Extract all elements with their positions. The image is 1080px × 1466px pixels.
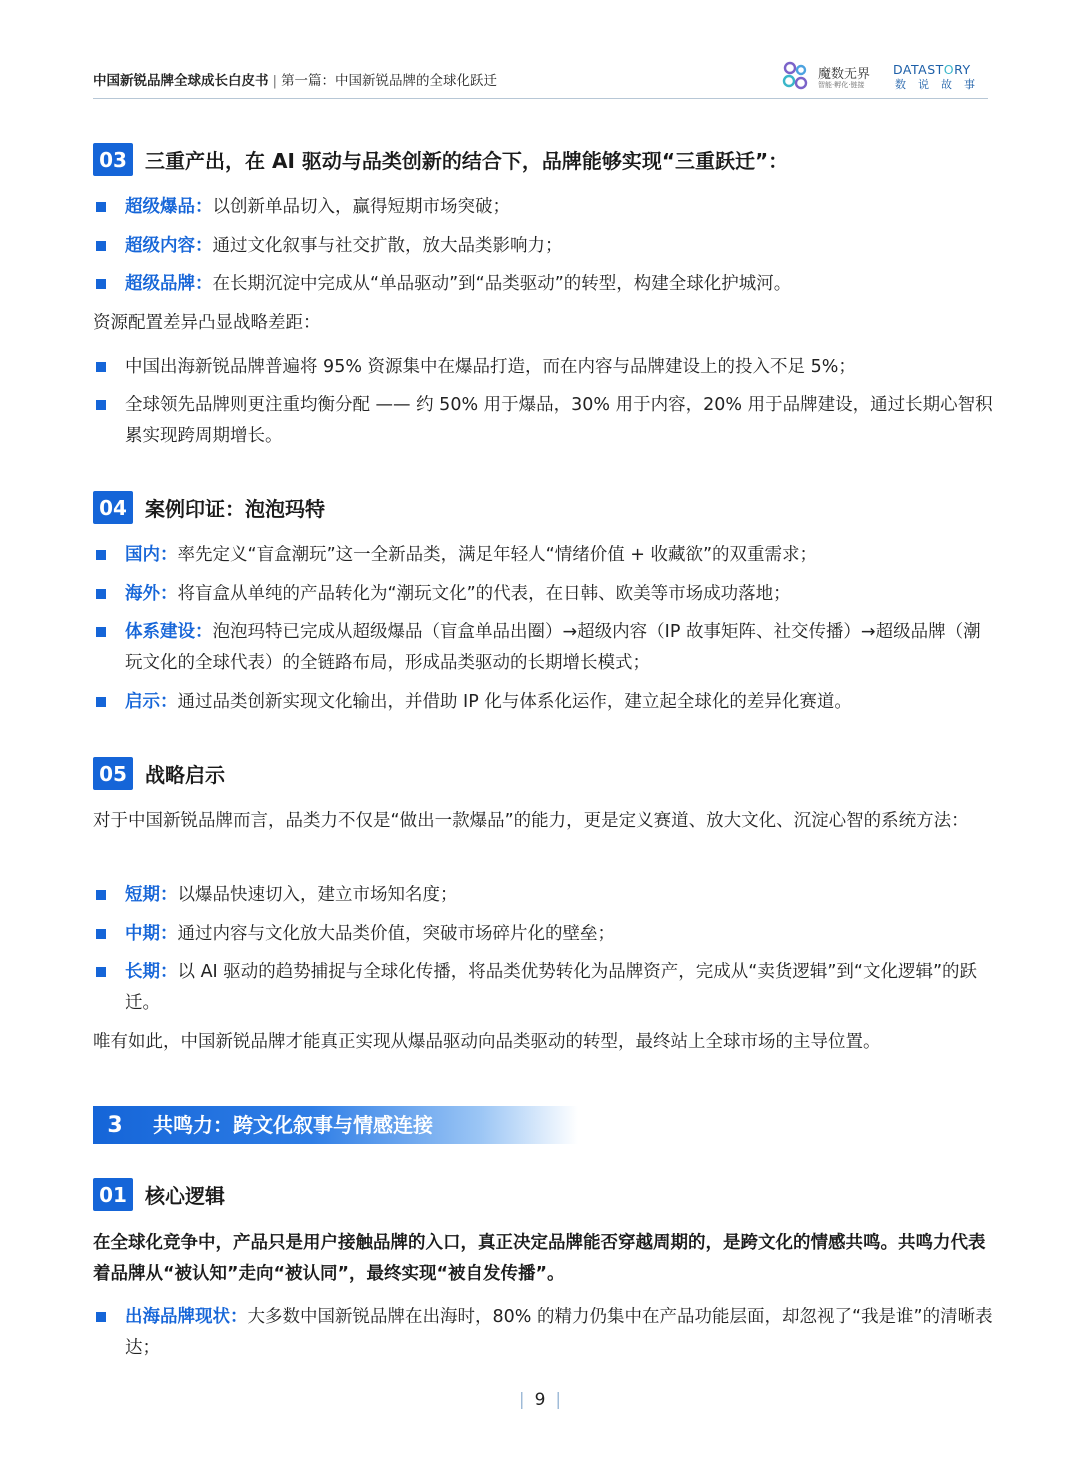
mofang-logo-icon: [780, 60, 812, 92]
doc-title: 中国新锐品牌全球成长白皮书: [93, 73, 269, 89]
list-item: 长期：以 AI 驱动的趋势捕捉与全球化传播，将品类优势转化为品牌资产，完成从“卖货逻辑”到“文化逻辑”的跃迁。: [93, 957, 993, 1019]
section-title: 三重产出，在 AI 驱动与品类创新的结合下，品牌能够实现“三重跃迁”：: [145, 149, 789, 173]
chapter-title: 第一篇：中国新锐品牌的全球化跃迁: [281, 73, 498, 89]
page-header: [93, 58, 988, 100]
mofang-logo-name: 魔数无界: [818, 67, 871, 82]
datastory-subtitle: 数说故事: [895, 78, 987, 91]
page-number: | 9 |: [518, 1390, 562, 1410]
list-item: 国内：率先定义“盲盒潮玩”这一全新品类，满足年轻人“情绪价值 + 收藏欲”的双重需求；: [93, 540, 993, 571]
bullet-square-icon: [96, 967, 106, 977]
header-rule: [93, 98, 988, 99]
datastory-logo: [893, 60, 988, 94]
chapter-title: 共鸣力：跨文化叙事与情感连接: [153, 1113, 433, 1137]
bullet-square-icon: [96, 589, 106, 599]
paragraph: 资源配置差异凸显战略差距：: [93, 313, 321, 333]
bold-paragraph: 在全球化竞争中，产品只是用户接触品牌的入口，真正决定品牌能否穿越周期的，是跨文化的情感共鸣。共鸣力代表着品牌从“被认知”走向“被认同”，最终实现“被自发传播”。: [93, 1233, 986, 1284]
bullet-square-icon: [96, 202, 106, 212]
list-item: 全球领先品牌则更注重均衡分配 —— 约 50% 用于爆品，30% 用于内容，20% 用于品牌建设，通过长期心智积累实现跨周期增长。: [93, 390, 993, 452]
bullet-square-icon: [96, 400, 106, 410]
list-item: 短期：以爆品快速切入，建立市场知名度；: [93, 880, 993, 911]
chapter-banner: [93, 1106, 578, 1144]
title-separator: |: [272, 73, 278, 89]
bullet-square-icon: [96, 697, 106, 707]
section-number: 04: [93, 491, 133, 524]
paragraph: 对于中国新锐品牌而言，品类力不仅是“做出一款爆品”的能力，更是定义赛道、放大文化、沉淀心智的系统方法：: [93, 811, 969, 831]
bullet-square-icon: [96, 890, 106, 900]
section-04-heading: [93, 491, 325, 524]
list-item: 超级内容：通过文化叙事与社交扩散，放大品类影响力；: [93, 231, 993, 262]
bullet-square-icon: [96, 241, 106, 251]
bullet-square-icon: [96, 550, 106, 560]
section-number: 05: [93, 757, 133, 790]
bullet-square-icon: [96, 279, 106, 289]
chapter-number: 3: [107, 1112, 123, 1138]
mofang-logo: [780, 58, 880, 92]
section-01-heading: [93, 1178, 225, 1211]
bullet-square-icon: [96, 362, 106, 372]
list-item: 超级品牌：在长期沉淀中完成从“单品驱动”到“品类驱动”的转型，构建全球化护城河。: [93, 269, 993, 300]
list-item: 出海品牌现状：大多数中国新锐品牌在出海时，80% 的精力仍集中在产品功能层面，却忽视了“我是谁”的清晰表达；: [93, 1302, 993, 1364]
datastory-wordmark: DATASTORY: [893, 62, 971, 77]
running-title: [93, 69, 497, 89]
list-item: 海外：将盲盒从单纯的产品转化为“潮玩文化”的代表，在日韩、欧美等市场成功落地；: [93, 579, 993, 610]
section-title: 核心逻辑: [145, 1184, 225, 1208]
section-03-heading: [93, 143, 788, 176]
mofang-logo-tagline: 智能·孵化·链接: [818, 81, 865, 89]
closing-paragraph: 唯有如此，中国新锐品牌才能真正实现从爆品驱动向品类驱动的转型，最终站上全球市场的主导位置。: [93, 1032, 881, 1052]
bullet-square-icon: [96, 929, 106, 939]
list-item: 中期：通过内容与文化放大品类价值，突破市场碎片化的壁垒；: [93, 919, 993, 950]
bullet-square-icon: [96, 1312, 106, 1322]
list-item: 中国出海新锐品牌普遍将 95% 资源集中在爆品打造，而在内容与品牌建设上的投入不足 5%；: [93, 352, 993, 383]
list-item: 超级爆品：以创新单品切入，赢得短期市场突破；: [93, 192, 993, 223]
bullet-square-icon: [96, 627, 106, 637]
list-item: 体系建设：泡泡玛特已完成从超级爆品（盲盒单品出圈）→超级内容（IP 故事矩阵、社交传播）→超级品牌（潮玩文化的全球代表）的全链路布局，形成品类驱动的长期增长模式；: [93, 617, 993, 679]
page-number-value: 9: [534, 1390, 546, 1410]
section-05-heading: [93, 757, 225, 790]
section-title: 战略启示: [145, 763, 225, 787]
section-number: 01: [93, 1178, 133, 1211]
section-number: 03: [93, 143, 133, 176]
list-item: 启示：通过品类创新实现文化输出，并借助 IP 化与体系化运作，建立起全球化的差异化赛道。: [93, 687, 993, 718]
section-title: 案例印证：泡泡玛特: [145, 497, 325, 521]
